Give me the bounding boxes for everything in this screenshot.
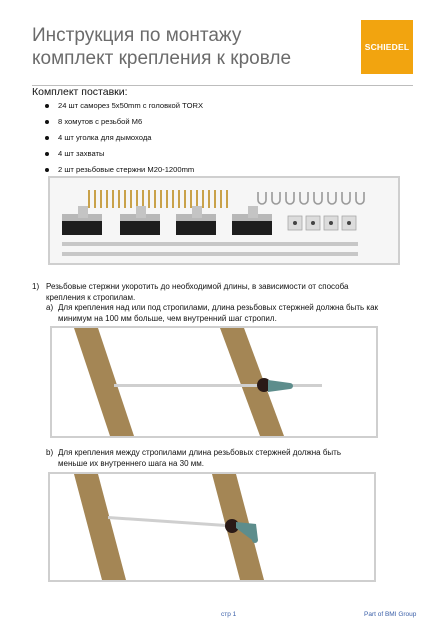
kit-contents-image xyxy=(48,176,400,265)
kit-heading: Комплект поставки: xyxy=(32,86,128,98)
schiedel-logo xyxy=(361,20,413,74)
step-1-number: 1) xyxy=(32,282,40,291)
step-1-line-2: крепления к стропилам. xyxy=(46,293,136,302)
kit-item: 8 хомутов с резьбой М6 xyxy=(44,114,203,130)
step-a-line-2: минимум на 100 мм больше, чем внутренний шаг стропил. xyxy=(58,314,277,323)
kit-item: 4 шт уголка для дымохода xyxy=(44,130,203,146)
document-title xyxy=(32,24,352,70)
step-1 xyxy=(32,281,39,292)
kit-list xyxy=(44,98,203,178)
step-a-label: a) xyxy=(46,303,54,312)
kit-item: 24 шт саморез 5x50mm с головкой TORX xyxy=(44,98,203,114)
step-a-line-1: Для крепления над или под стропилами, длина резьбовых стержней должна быть как xyxy=(58,303,379,312)
step-1-line-1: Резьбовые стержни укоротить до необходимой длины, в зависимости от способа xyxy=(46,282,349,291)
step-a-text xyxy=(58,302,378,324)
kit-item: 4 шт захваты xyxy=(44,146,203,162)
group-note: Part of BMI Group xyxy=(364,611,417,618)
step-1-text xyxy=(46,281,348,303)
logo-text: SCHIEDEL xyxy=(364,42,410,52)
step-b-line-1: Для крепления между стропилами длина резьбовых стержней должна быть xyxy=(58,448,342,457)
step-b-label: b) xyxy=(46,448,54,457)
rafter-mount-above-image xyxy=(50,326,378,438)
step-b-text xyxy=(58,447,341,469)
kit-item: 2 шт резьбовые стержни М20-1200mm xyxy=(44,162,203,178)
rafter-mount-between-image xyxy=(48,472,376,582)
title-line-1: Инструкция по монтажу xyxy=(32,25,242,46)
page-number: стр 1 xyxy=(221,611,237,618)
title-line-2: комплект крепления к кровле xyxy=(32,48,292,69)
step-b-line-2: меньше их внутреннего шага на 30 мм. xyxy=(58,459,204,468)
